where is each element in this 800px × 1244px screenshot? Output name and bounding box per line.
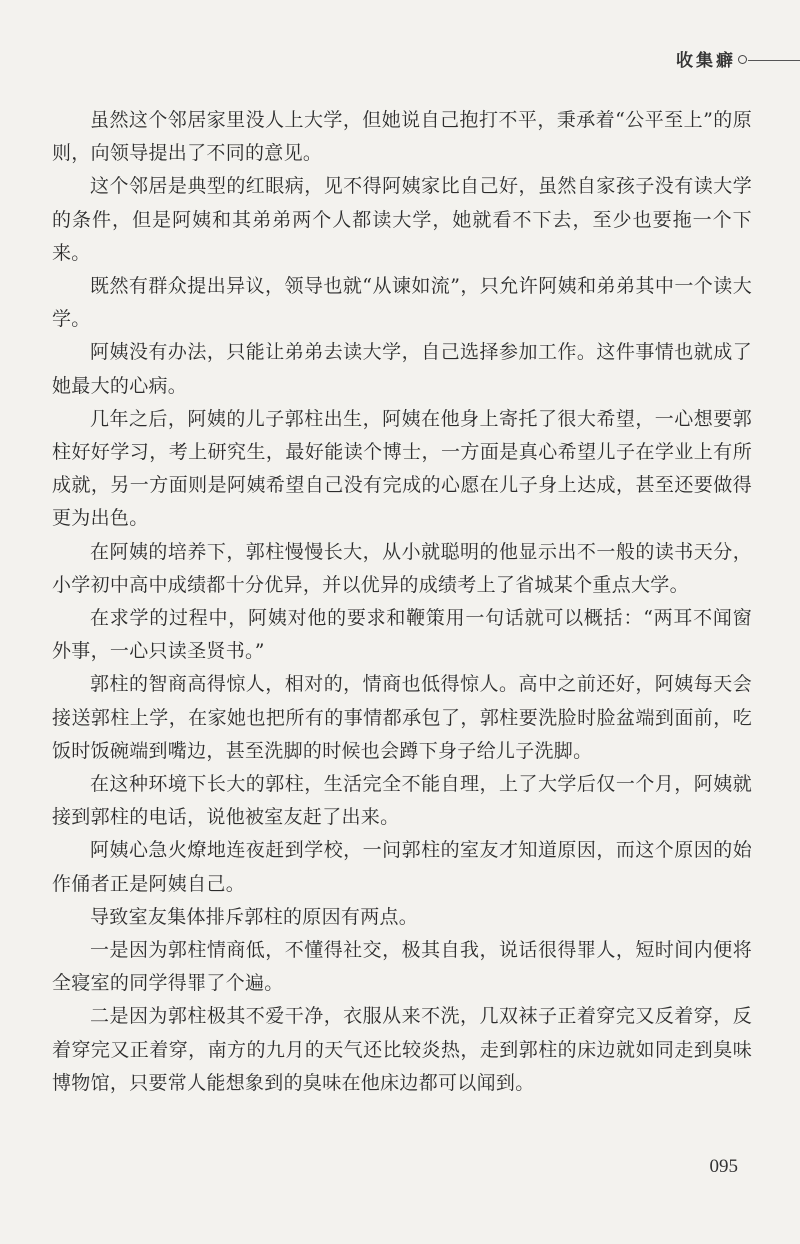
paragraph: 郭柱的智商高得惊人，相对的，情商也低得惊人。高中之前还好，阿姨每天会接送郭柱上学，在家她也把所有的事情都承包了，郭柱要洗脸时脸盆端到面前，吃饭时饭碗端到嘴边，甚至洗脚的时候也会蹲下身子给儿子洗脚。 xyxy=(52,673,752,762)
running-header xyxy=(500,44,800,74)
paragraph: 导致室友集体排斥郭柱的原因有两点。 xyxy=(90,905,419,928)
paragraph: 二是因为郭柱极其不爱干净，衣服从来不洗，几双袜子正着穿完又反着穿，反着穿完又正着穿，南方的九月的天气还比较炎热，走到郭柱的床边就如同走到臭味博物馆，只要常人能想象到的臭味在他床边都可以闻到。 xyxy=(52,1005,752,1094)
paragraph: 在阿姨的培养下，郭柱慢慢长大，从小就聪明的他显示出不一般的读书天分，小学初中高中成绩都十分优异，并以优异的成绩考上了省城某个重点大学。 xyxy=(52,540,752,596)
paragraph: 既然有群众提出异议，领导也就“从谏如流”，只允许阿姨和弟弟其中一个读大学。 xyxy=(52,275,752,331)
paragraph: 阿姨没有办法，只能让弟弟去读大学，自己选择参加工作。这件事情也就成了她最大的心病。 xyxy=(52,341,752,397)
paragraph: 在这种环境下长大的郭柱，生活完全不能自理，上了大学后仅一个月，阿姨就接到郭柱的电话，说他被室友赶了出来。 xyxy=(52,773,752,829)
page-number: 095 xyxy=(709,1156,738,1177)
body-text xyxy=(52,104,752,1100)
paragraph: 在求学的过程中，阿姨对他的要求和鞭策用一句话就可以概括：“两耳不闻窗外事，一心只读圣贤书。” xyxy=(52,607,752,663)
chapter-title: 收集癖 xyxy=(676,51,736,71)
paragraph: 阿姨心急火燎地连夜赶到学校，一问郭柱的室友才知道原因，而这个原因的始作俑者正是阿姨自己。 xyxy=(52,839,752,895)
paragraph: 几年之后，阿姨的儿子郭柱出生，阿姨在他身上寄托了很大希望，一心想要郭柱好好学习，考上研究生，最好能读个博士，一方面是真心希望儿子在学业上有所成就，另一方面则是阿姨希望自己没有完成的心愿在儿子身上达成，甚至还要做得更为出色。 xyxy=(52,407,752,530)
paragraph: 一是因为郭柱情商低，不懂得社交，极其自我，说话很得罪人，短时间内便将全寝室的同学得罪了个遍。 xyxy=(52,939,752,995)
paragraph: 这个邻居是典型的红眼病，见不得阿姨家比自己好，虽然自家孩子没有读大学的条件，但是阿姨和其弟弟两个人都读大学，她就看不下去，至少也要拖一个下来。 xyxy=(52,175,752,264)
paragraph: 虽然这个邻居家里没人上大学，但她说自己抱打不平，秉承着“公平至上”的原则，向领导提出了不同的意见。 xyxy=(52,109,752,165)
header-ornament-icon xyxy=(738,55,800,65)
